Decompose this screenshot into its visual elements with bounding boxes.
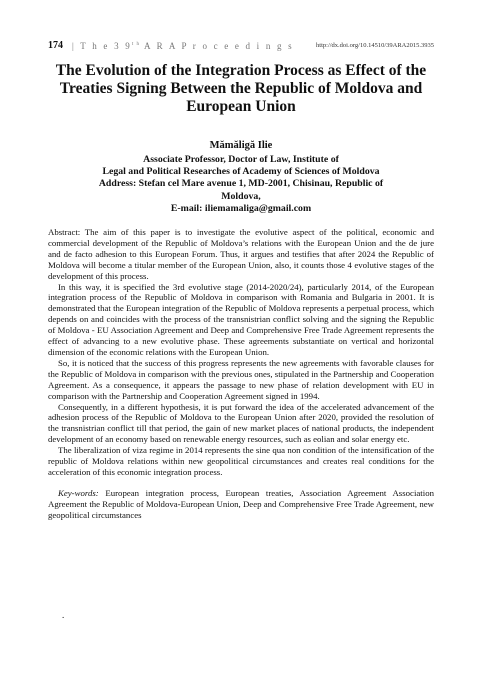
keywords-label: Key-words: [58, 487, 99, 498]
journal-name: | T h e 3 $9^{t h}$ A R A P r o c e e d i n g s [72, 41, 294, 51]
author-name: Mămăligă Ilie [209, 140, 273, 151]
running-header [48, 40, 434, 54]
abstract-paragraph: Abstract: The aim of this paper is to investigate the evolutive aspect of the political, economic and commercial development of the Republic of Moldova’s relations with the European Union and the de jure and de facto adhesion to this European Forum. Thus, it argues and testifies that after 2024 the Republic of Moldova will become a titular member of the European Union, also, it counts those 4 evolutive stages of the development of this process. [48, 227, 434, 281]
paper-title: The Evolution of the Integration Process as Effect of the Treaties Signing Between the Republic of Moldova and European Union [55, 62, 427, 115]
affiliation-line: Associate Professor, Doctor of Law, Institute of [143, 154, 339, 165]
keywords [48, 488, 434, 521]
abstract-paragraph: Consequently, in a different hypothesis, it is put forward the idea of the accelerated advancement of the adhesion process of the Republic of Moldova to the European Union after 2020, provided the resolution of the transnistrian conflict till that period, the gain of new market places of national products, the independent development of an economy based on renewable energy resources, such as eolian and solar energy etc. [48, 401, 434, 445]
author-affiliation [48, 154, 434, 215]
abstract-paragraph: In this way, it is specified the 3rd evolutive stage (2014-2020/24), particularly 2014, of the European integration process of the Republic of Moldova in comparison with Romania and Bulgaria in 2001. It is demonstrated that the European integration of the Republic of Moldova represents a perpetual process, which depends on and coincides with the process of the transnistrian conflict solving and the signing the Republic of Moldova - EU Association Agreement and Deep and Comprehensive Free Trade Agreement represents the effect of advancing to a new evolutive phase. These agreements substantiate on vertical and horizontal dimension of the economic relations with the European Union. [48, 281, 434, 357]
doi-link[interactable]: http://dx.doi.org/10.14510/39ARA2015.3935 [316, 42, 434, 49]
abstract-body [48, 227, 434, 521]
address-line: Moldova, [221, 190, 261, 202]
address-line: Address: Stefan cel Mare avenue 1, MD-2001, Chisinau, Republic of [98, 178, 384, 190]
affiliation-line: Legal and Political Researches of Academy of Sciences of Moldova [102, 166, 380, 178]
abstract-paragraph: So, it is noticed that the success of this progress represents the new agreements with favorable clauses for the Republic of Moldova in comparison with the previous ones, stipulated in the Partnership and Cooperation Agreement. As a consequence, it appears the passage to new phase of relation development with EU in comparison with the Partnership and Cooperation Agreement signed in 1994. [48, 357, 434, 401]
email-line[interactable]: E-mail: iliemamaliga@gmail.com [170, 202, 312, 214]
keywords-text: European integration process, European treaties, Association Agreement Association Agreement the Republic of Moldova-European Union, Deep and Comprehensive Free Trade Agreement, new geopolitical circumstances [48, 487, 434, 520]
abstract-paragraph: The liberalization of viza regime in 2014 represents the sine qua non condition of the intensification of the republic of Moldova relations within new geopolitical circumstances and creates real conditions for the acceleration of this economic integration process. [48, 445, 434, 477]
page-number: 174 [48, 40, 63, 51]
footer-mark: . [62, 610, 65, 620]
